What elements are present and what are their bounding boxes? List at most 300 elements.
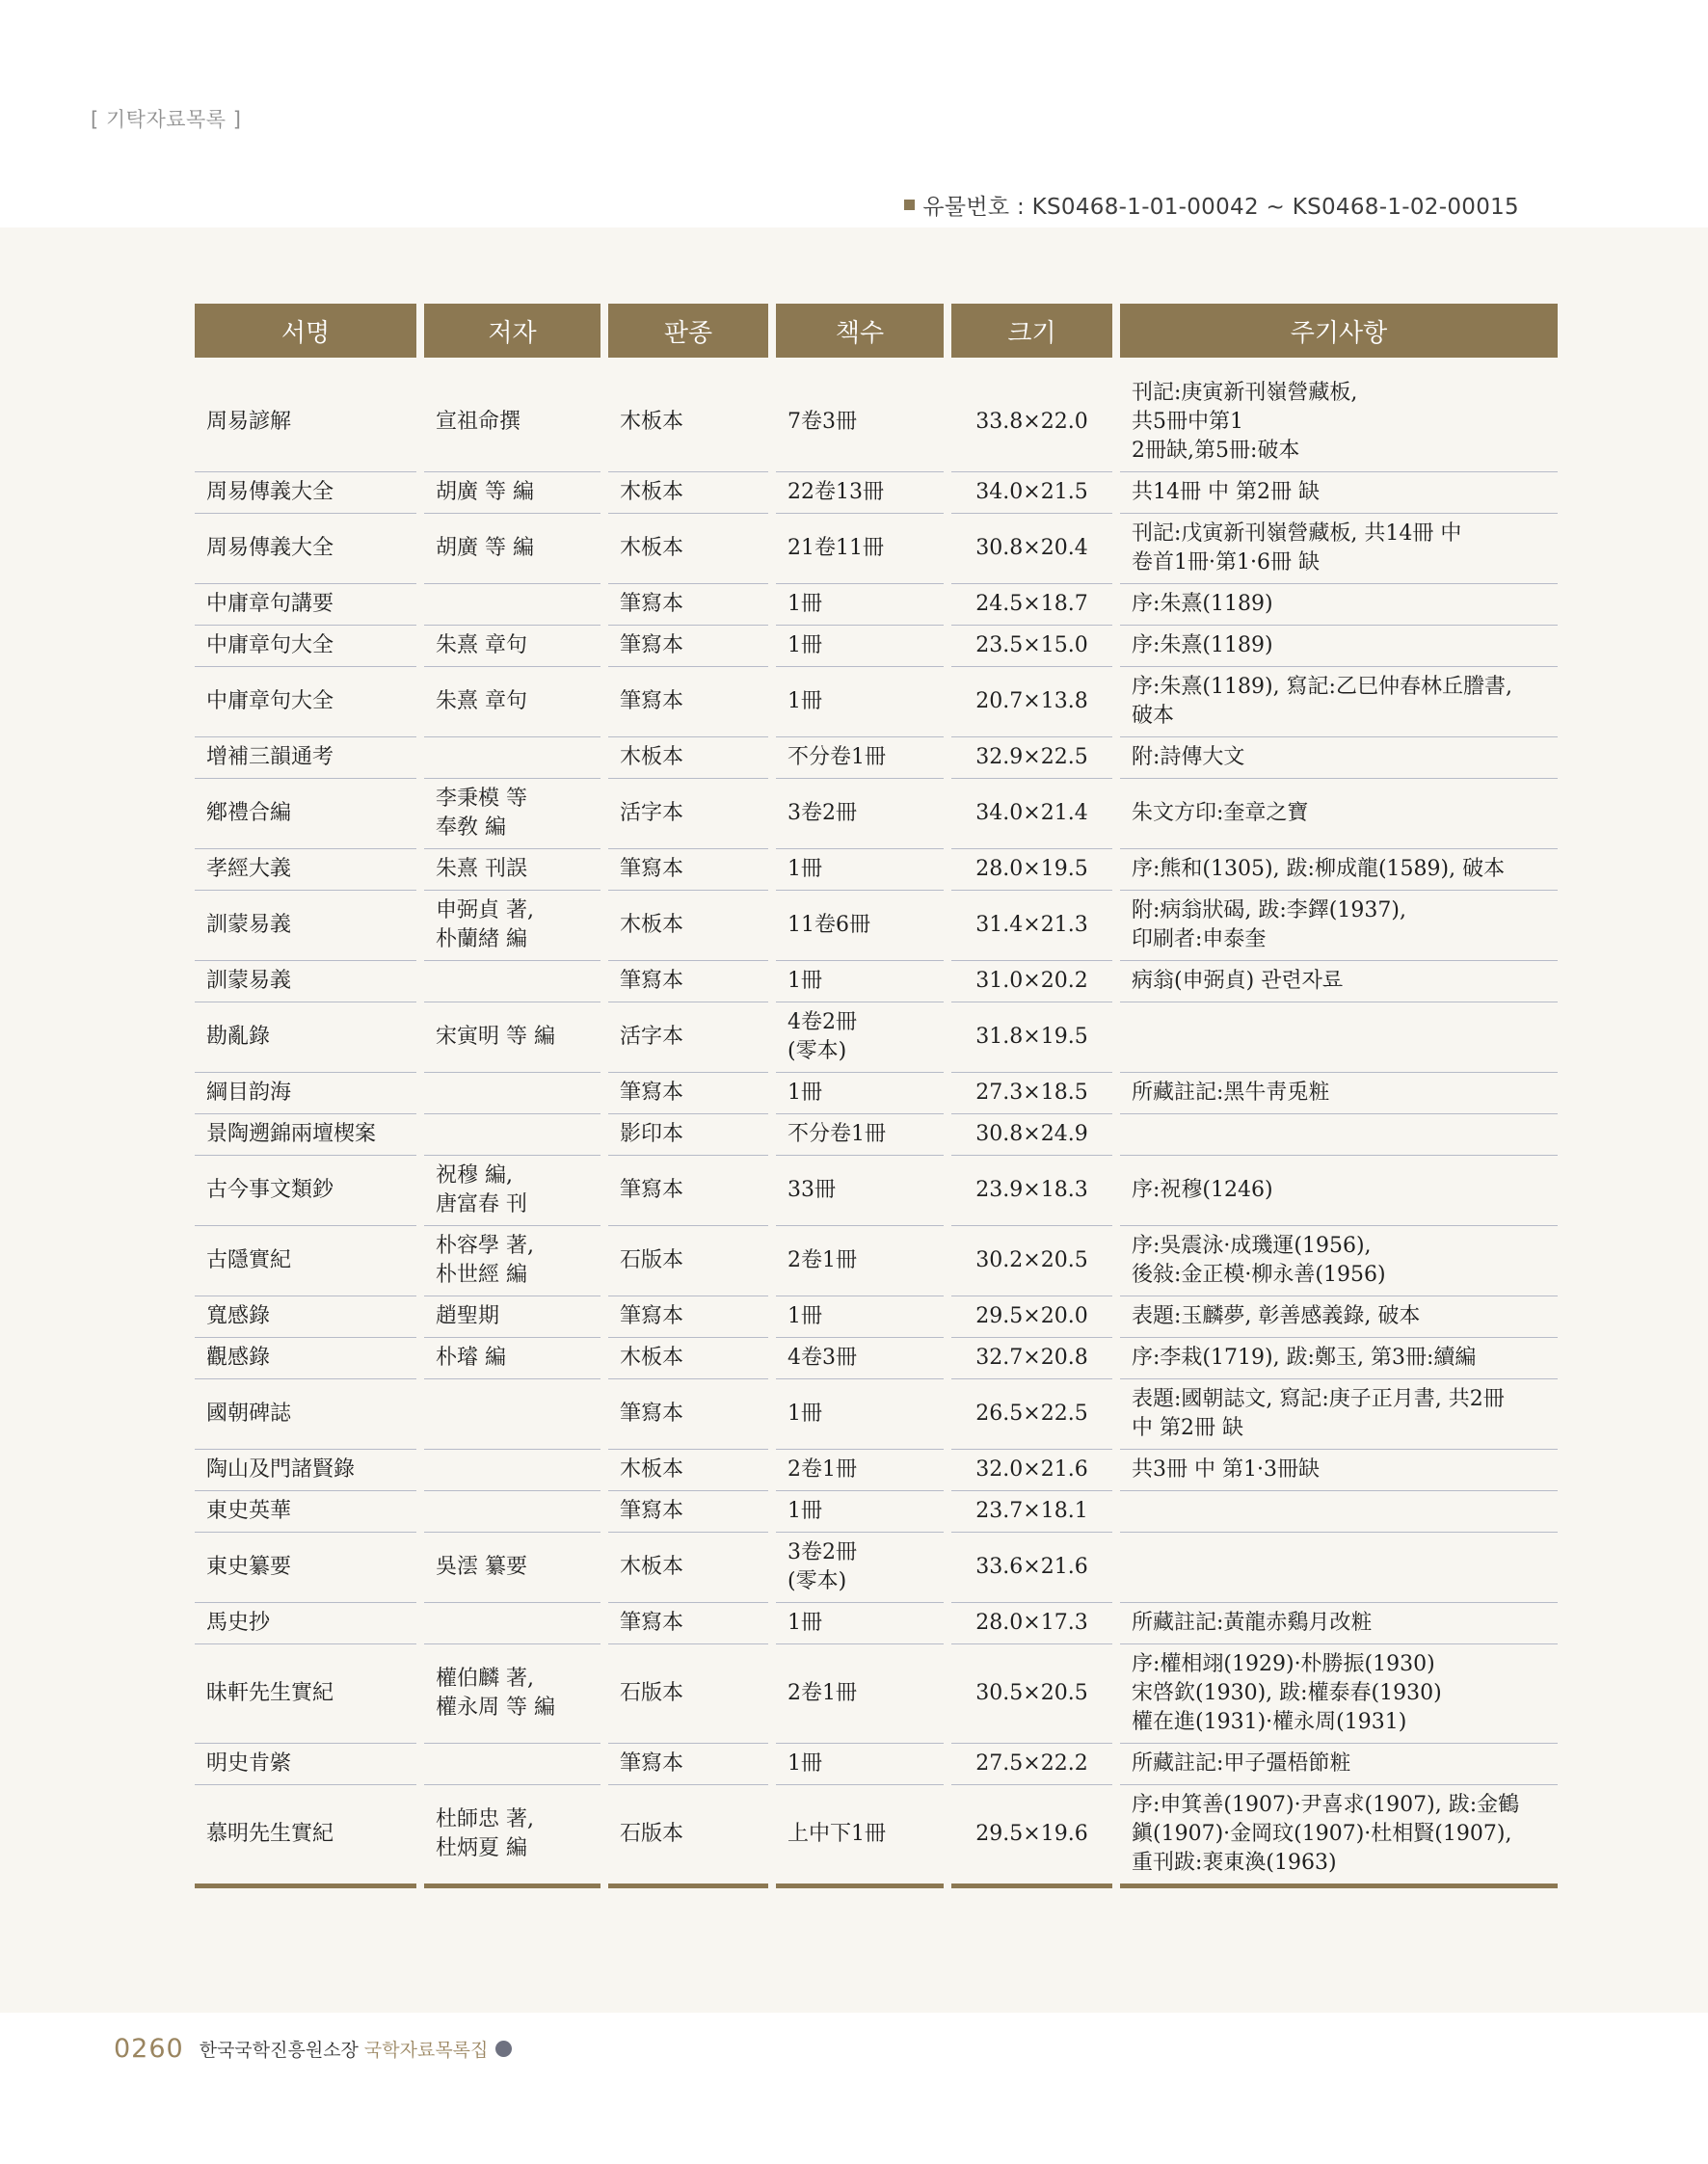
edition-text: 筆寫本 bbox=[620, 689, 684, 713]
cell-title bbox=[195, 1644, 416, 1744]
cell-edition bbox=[608, 1338, 768, 1379]
cell-notes bbox=[1120, 849, 1558, 891]
cell-edition bbox=[608, 1785, 768, 1888]
cell-title bbox=[195, 584, 416, 626]
notes-line: 所藏註記:黃龍赤鷄月改粧 bbox=[1132, 1611, 1373, 1635]
cell-edition bbox=[608, 1491, 768, 1533]
size-text: 32.7×20.8 bbox=[975, 1346, 1088, 1370]
footer-dot-icon bbox=[495, 2041, 512, 2057]
table-row bbox=[195, 1744, 1558, 1785]
size-text: 33.6×21.6 bbox=[975, 1555, 1088, 1579]
cell-notes bbox=[1120, 1533, 1558, 1603]
cell-notes bbox=[1120, 1296, 1558, 1338]
title-text: 觀感錄 bbox=[206, 1346, 271, 1370]
cell-author bbox=[424, 626, 600, 667]
author-line: 朱熹 章句 bbox=[436, 689, 527, 713]
author-line: 祝穆 編, bbox=[436, 1163, 513, 1188]
table-row bbox=[195, 849, 1558, 891]
cell-size bbox=[951, 373, 1112, 472]
cell-size bbox=[951, 1379, 1112, 1450]
author-line: 朴蘭緖 編 bbox=[436, 927, 527, 951]
cell-volumes bbox=[776, 1226, 944, 1296]
edition-text: 石版本 bbox=[620, 1822, 684, 1846]
cell-size bbox=[951, 1744, 1112, 1785]
author-line: 宣祖命撰 bbox=[436, 410, 521, 434]
notes-line: 共5冊中第1 bbox=[1132, 410, 1243, 434]
cell-notes bbox=[1120, 667, 1558, 737]
cell-edition bbox=[608, 779, 768, 849]
edition-text: 石版本 bbox=[620, 1681, 684, 1705]
author-line: 權伯麟 著, bbox=[436, 1667, 534, 1691]
cell-author bbox=[424, 1156, 600, 1226]
table-row bbox=[195, 514, 1558, 584]
notes-line: 所藏註記:黑牛靑兎粧 bbox=[1132, 1081, 1330, 1105]
notes-line: 重刊跋:裵東渙(1963) bbox=[1132, 1851, 1337, 1875]
cell-edition bbox=[608, 1002, 768, 1073]
cell-volumes bbox=[776, 891, 944, 961]
cell-author bbox=[424, 1785, 600, 1888]
edition-text: 木板本 bbox=[620, 410, 684, 434]
table-row bbox=[195, 1226, 1558, 1296]
publisher-name: 한국국학진흥원소장 bbox=[199, 2040, 359, 2061]
edition-text: 木板本 bbox=[620, 1555, 684, 1579]
title-text: 東史英華 bbox=[206, 1499, 292, 1523]
author-line: 趙聖期 bbox=[436, 1304, 500, 1328]
cell-edition bbox=[608, 1744, 768, 1785]
edition-text: 石版本 bbox=[620, 1248, 684, 1272]
cell-author bbox=[424, 1644, 600, 1744]
title-text: 綱目韵海 bbox=[206, 1081, 292, 1105]
notes-line: 序:吳震泳·成璣運(1956), bbox=[1132, 1234, 1372, 1258]
edition-text: 活字本 bbox=[620, 1025, 684, 1049]
volumes-line: 2卷1冊 bbox=[787, 1248, 857, 1272]
column-header-notes: 주기사항 bbox=[1120, 304, 1558, 373]
cell-author bbox=[424, 1296, 600, 1338]
cell-author bbox=[424, 584, 600, 626]
cell-author bbox=[424, 373, 600, 472]
size-text: 32.9×22.5 bbox=[975, 745, 1088, 769]
cell-volumes bbox=[776, 514, 944, 584]
title-text: 古今事文類鈔 bbox=[206, 1178, 334, 1202]
notes-line: 共3冊 中 第1·3冊缺 bbox=[1132, 1457, 1320, 1482]
table-row bbox=[195, 1338, 1558, 1379]
table-row bbox=[195, 373, 1558, 472]
edition-text: 筆寫本 bbox=[620, 1402, 684, 1426]
notes-line: 序:祝穆(1246) bbox=[1132, 1178, 1273, 1202]
cell-author bbox=[424, 1533, 600, 1603]
cell-notes bbox=[1120, 514, 1558, 584]
cell-edition bbox=[608, 1450, 768, 1491]
cell-author bbox=[424, 961, 600, 1002]
title-text: 古隱實紀 bbox=[206, 1248, 292, 1272]
cell-title bbox=[195, 626, 416, 667]
edition-text: 筆寫本 bbox=[620, 1751, 684, 1776]
cell-notes bbox=[1120, 626, 1558, 667]
cell-edition bbox=[608, 1073, 768, 1114]
cell-size bbox=[951, 1226, 1112, 1296]
table-row bbox=[195, 961, 1558, 1002]
size-text: 30.8×24.9 bbox=[975, 1122, 1088, 1146]
edition-text: 木板本 bbox=[620, 1457, 684, 1482]
cell-author bbox=[424, 1603, 600, 1644]
table-row bbox=[195, 1785, 1558, 1888]
cell-edition bbox=[608, 472, 768, 514]
table-row bbox=[195, 667, 1558, 737]
volumes-line: 2卷1冊 bbox=[787, 1681, 857, 1705]
cell-edition bbox=[608, 1226, 768, 1296]
size-text: 32.0×21.6 bbox=[975, 1457, 1088, 1482]
size-text: 23.7×18.1 bbox=[975, 1499, 1088, 1523]
cell-edition bbox=[608, 584, 768, 626]
size-text: 34.0×21.4 bbox=[975, 801, 1088, 825]
table-row bbox=[195, 1379, 1558, 1450]
cell-edition bbox=[608, 373, 768, 472]
table-row bbox=[195, 584, 1558, 626]
cell-volumes bbox=[776, 1379, 944, 1450]
cell-title bbox=[195, 1603, 416, 1644]
notes-line: 刊記:庚寅新刊嶺營藏板, bbox=[1132, 381, 1358, 405]
author-line: 權永周 等 編 bbox=[436, 1696, 555, 1720]
table-row bbox=[195, 1533, 1558, 1603]
cell-title bbox=[195, 514, 416, 584]
volumes-line: 1冊 bbox=[787, 1304, 822, 1328]
cell-author bbox=[424, 1491, 600, 1533]
section-label: [ 기탁자료목록 ] bbox=[91, 108, 242, 131]
cell-author bbox=[424, 1002, 600, 1073]
cell-author bbox=[424, 1114, 600, 1156]
cell-title bbox=[195, 1450, 416, 1491]
size-text: 27.5×22.2 bbox=[975, 1751, 1088, 1776]
notes-line: 後敍:金正模·柳永善(1956) bbox=[1132, 1263, 1386, 1287]
cell-edition bbox=[608, 667, 768, 737]
cell-author bbox=[424, 1338, 600, 1379]
cell-size bbox=[951, 1156, 1112, 1226]
notes-line: 序:朱熹(1189) bbox=[1132, 633, 1273, 657]
table-row bbox=[195, 891, 1558, 961]
cell-volumes bbox=[776, 667, 944, 737]
cell-author bbox=[424, 1450, 600, 1491]
cell-edition bbox=[608, 891, 768, 961]
cell-title bbox=[195, 1073, 416, 1114]
size-text: 28.0×17.3 bbox=[975, 1611, 1088, 1635]
cell-volumes bbox=[776, 1603, 944, 1644]
notes-line: 鎭(1907)·金岡玟(1907)·杜相賢(1907), bbox=[1132, 1822, 1512, 1846]
edition-text: 筆寫本 bbox=[620, 1611, 684, 1635]
notes-line: 所藏註記:甲子彊梧節粧 bbox=[1132, 1751, 1351, 1776]
size-text: 20.7×13.8 bbox=[975, 689, 1088, 713]
cell-size bbox=[951, 1073, 1112, 1114]
cell-volumes bbox=[776, 1002, 944, 1073]
notes-line: 權在進(1931)·權永周(1931) bbox=[1132, 1710, 1407, 1734]
cell-author bbox=[424, 1226, 600, 1296]
edition-text: 筆寫本 bbox=[620, 1081, 684, 1105]
author-line: 杜師忠 著, bbox=[436, 1807, 534, 1831]
cell-notes bbox=[1120, 737, 1558, 779]
author-line: 杜炳夏 編 bbox=[436, 1836, 527, 1860]
volumes-line: 1冊 bbox=[787, 1402, 822, 1426]
notes-line: 2冊缺,第5冊:破本 bbox=[1132, 439, 1300, 463]
size-text: 27.3×18.5 bbox=[975, 1081, 1088, 1105]
cell-notes bbox=[1120, 961, 1558, 1002]
size-text: 30.8×20.4 bbox=[975, 536, 1088, 560]
volumes-line: 7卷3冊 bbox=[787, 410, 857, 434]
title-text: 慕明先生實紀 bbox=[206, 1822, 334, 1846]
notes-line: 卷首1冊·第1·6冊 缺 bbox=[1132, 550, 1320, 574]
cell-size bbox=[951, 891, 1112, 961]
volumes-line: 1冊 bbox=[787, 633, 822, 657]
cell-notes bbox=[1120, 779, 1558, 849]
title-text: 國朝碑誌 bbox=[206, 1402, 292, 1426]
cell-volumes bbox=[776, 626, 944, 667]
size-text: 31.8×19.5 bbox=[975, 1025, 1088, 1049]
cell-edition bbox=[608, 1296, 768, 1338]
cell-size bbox=[951, 779, 1112, 849]
cell-size bbox=[951, 1491, 1112, 1533]
size-text: 23.5×15.0 bbox=[975, 633, 1088, 657]
title-text: 勘亂錄 bbox=[206, 1025, 271, 1049]
size-text: 34.0×21.5 bbox=[975, 480, 1088, 504]
cell-title bbox=[195, 779, 416, 849]
title-text: 中庸章句大全 bbox=[206, 689, 334, 713]
cell-edition bbox=[608, 1644, 768, 1744]
volumes-line: 1冊 bbox=[787, 1499, 822, 1523]
edition-text: 影印本 bbox=[620, 1122, 684, 1146]
author-line: 朱熹 章句 bbox=[436, 633, 527, 657]
notes-line: 序:熊和(1305), 跋:柳成龍(1589), 破本 bbox=[1132, 857, 1506, 881]
title-text: 周易諺解 bbox=[206, 410, 292, 434]
size-text: 31.0×20.2 bbox=[975, 969, 1088, 993]
volumes-line: 3卷2冊 bbox=[787, 801, 857, 825]
volumes-line: 22卷13冊 bbox=[787, 480, 884, 504]
column-header-author: 저자 bbox=[424, 304, 600, 373]
cell-title bbox=[195, 1785, 416, 1888]
table-row bbox=[195, 1296, 1558, 1338]
column-header-title: 서명 bbox=[195, 304, 416, 373]
title-text: 增補三韻通考 bbox=[206, 745, 334, 769]
size-text: 24.5×18.7 bbox=[975, 592, 1088, 616]
cell-notes bbox=[1120, 1379, 1558, 1450]
author-line: 胡廣 等 編 bbox=[436, 536, 534, 560]
cell-edition bbox=[608, 1114, 768, 1156]
table-row bbox=[195, 737, 1558, 779]
notes-line: 序:權相翊(1929)·朴勝振(1930) bbox=[1132, 1652, 1435, 1676]
cell-size bbox=[951, 849, 1112, 891]
cell-size bbox=[951, 626, 1112, 667]
notes-line: 附:詩傳大文 bbox=[1132, 745, 1245, 769]
notes-line: 中 第2冊 缺 bbox=[1132, 1416, 1243, 1440]
volumes-line: 21卷11冊 bbox=[787, 536, 884, 560]
column-header-volumes: 책수 bbox=[776, 304, 944, 373]
cell-edition bbox=[608, 961, 768, 1002]
cell-edition bbox=[608, 1156, 768, 1226]
edition-text: 筆寫本 bbox=[620, 592, 684, 616]
cell-title bbox=[195, 373, 416, 472]
cell-title bbox=[195, 737, 416, 779]
cell-size bbox=[951, 1002, 1112, 1073]
size-text: 30.5×20.5 bbox=[975, 1681, 1088, 1705]
edition-text: 筆寫本 bbox=[620, 1499, 684, 1523]
volumes-line: 4卷2冊 bbox=[787, 1010, 857, 1034]
cell-title bbox=[195, 1491, 416, 1533]
edition-text: 木板本 bbox=[620, 1346, 684, 1370]
volumes-line: 1冊 bbox=[787, 969, 822, 993]
edition-text: 筆寫本 bbox=[620, 857, 684, 881]
cell-author bbox=[424, 1379, 600, 1450]
cell-notes bbox=[1120, 373, 1558, 472]
collection-name: 국학자료목록집 bbox=[363, 2040, 489, 2061]
volumes-line: 不分卷1冊 bbox=[787, 1122, 886, 1146]
volumes-line: 1冊 bbox=[787, 857, 822, 881]
edition-text: 筆寫本 bbox=[620, 1304, 684, 1328]
cell-notes bbox=[1120, 1226, 1558, 1296]
notes-line: 朱文方印:奎章之寶 bbox=[1132, 801, 1309, 825]
cell-size bbox=[951, 1785, 1112, 1888]
title-text: 東史纂要 bbox=[206, 1555, 292, 1579]
cell-title bbox=[195, 1114, 416, 1156]
title-text: 鄕禮合編 bbox=[206, 801, 292, 825]
size-text: 23.9×18.3 bbox=[975, 1178, 1088, 1202]
edition-text: 筆寫本 bbox=[620, 1178, 684, 1202]
size-text: 29.5×19.6 bbox=[975, 1822, 1088, 1846]
title-text: 寬感錄 bbox=[206, 1304, 271, 1328]
cell-size bbox=[951, 472, 1112, 514]
table-row bbox=[195, 1603, 1558, 1644]
cell-volumes bbox=[776, 584, 944, 626]
cell-volumes bbox=[776, 472, 944, 514]
notes-line: 序:朱熹(1189) bbox=[1132, 592, 1273, 616]
title-text: 訓蒙易義 bbox=[206, 969, 292, 993]
volumes-line: 3卷2冊 bbox=[787, 1540, 857, 1564]
page-footer bbox=[114, 2034, 512, 2064]
edition-text: 活字本 bbox=[620, 801, 684, 825]
cell-author bbox=[424, 849, 600, 891]
notes-line: 刊記:戊寅新刊嶺營藏板, 共14冊 中 bbox=[1132, 521, 1462, 546]
size-text: 29.5×20.0 bbox=[975, 1304, 1088, 1328]
notes-line: 宋啓欽(1930), 跋:權泰春(1930) bbox=[1132, 1681, 1442, 1705]
cell-edition bbox=[608, 849, 768, 891]
cell-notes bbox=[1120, 472, 1558, 514]
cell-author bbox=[424, 472, 600, 514]
cell-volumes bbox=[776, 737, 944, 779]
cell-title bbox=[195, 849, 416, 891]
table-header-row bbox=[195, 304, 1558, 373]
author-line: 朱熹 刊誤 bbox=[436, 857, 527, 881]
cell-size bbox=[951, 1114, 1112, 1156]
cell-title bbox=[195, 1744, 416, 1785]
cell-volumes bbox=[776, 1073, 944, 1114]
size-text: 30.2×20.5 bbox=[975, 1248, 1088, 1272]
volumes-line: 11卷6冊 bbox=[787, 913, 870, 937]
cell-volumes bbox=[776, 373, 944, 472]
cell-notes bbox=[1120, 1450, 1558, 1491]
size-text: 26.5×22.5 bbox=[975, 1402, 1088, 1426]
title-text: 昧軒先生實紀 bbox=[206, 1681, 334, 1705]
notes-line: 表題:玉麟夢, 彰善感義錄, 破本 bbox=[1132, 1304, 1421, 1328]
cell-volumes bbox=[776, 1114, 944, 1156]
cell-size bbox=[951, 961, 1112, 1002]
title-text: 陶山及門諸賢錄 bbox=[206, 1457, 356, 1482]
cell-volumes bbox=[776, 1296, 944, 1338]
edition-text: 筆寫本 bbox=[620, 969, 684, 993]
cell-size bbox=[951, 667, 1112, 737]
title-text: 明史肯綮 bbox=[206, 1751, 292, 1776]
author-line: 朴世經 編 bbox=[436, 1263, 527, 1287]
table-row bbox=[195, 472, 1558, 514]
cell-notes bbox=[1120, 1002, 1558, 1073]
cell-volumes bbox=[776, 849, 944, 891]
notes-line: 序:朱熹(1189), 寫記:乙巳仲春林丘謄書, bbox=[1132, 675, 1512, 699]
notes-line: 破本 bbox=[1132, 704, 1175, 728]
cell-notes bbox=[1120, 584, 1558, 626]
table-body bbox=[195, 373, 1558, 1888]
cell-volumes bbox=[776, 1338, 944, 1379]
cell-notes bbox=[1120, 1114, 1558, 1156]
table-row bbox=[195, 1073, 1558, 1114]
cell-edition bbox=[608, 1603, 768, 1644]
volumes-line: 1冊 bbox=[787, 1751, 822, 1776]
page-number: 0260 bbox=[114, 2034, 184, 2064]
table-row bbox=[195, 1114, 1558, 1156]
size-text: 33.8×22.0 bbox=[975, 410, 1088, 434]
cell-title bbox=[195, 1338, 416, 1379]
cell-title bbox=[195, 1226, 416, 1296]
cell-title bbox=[195, 1002, 416, 1073]
title-text: 中庸章句講要 bbox=[206, 592, 334, 616]
volumes-line: 上中下1冊 bbox=[787, 1822, 886, 1846]
item-number-text: 유물번호 : KS0468-1-01-00042 ~ KS0468-1-02-00015 bbox=[922, 195, 1519, 220]
table-row bbox=[195, 779, 1558, 849]
title-text: 景陶遡錦兩壇楔案 bbox=[206, 1122, 377, 1146]
table-row bbox=[195, 1450, 1558, 1491]
cell-title bbox=[195, 1156, 416, 1226]
table-row bbox=[195, 626, 1558, 667]
cell-title bbox=[195, 1296, 416, 1338]
author-line: 朴容學 著, bbox=[436, 1234, 534, 1258]
cell-volumes bbox=[776, 1491, 944, 1533]
cell-title bbox=[195, 891, 416, 961]
cell-author bbox=[424, 891, 600, 961]
item-number-range bbox=[904, 189, 1519, 221]
cell-size bbox=[951, 737, 1112, 779]
volumes-line: 33冊 bbox=[787, 1178, 836, 1202]
author-line: 奉敎 編 bbox=[436, 815, 506, 840]
cell-volumes bbox=[776, 1533, 944, 1603]
author-line: 李秉模 等 bbox=[436, 787, 527, 811]
size-text: 31.4×21.3 bbox=[975, 913, 1088, 937]
notes-line: 附:病翁狀碣, 跋:李鐸(1937), bbox=[1132, 898, 1406, 922]
table-row bbox=[195, 1002, 1558, 1073]
edition-text: 木板本 bbox=[620, 745, 684, 769]
author-line: 吳澐 纂要 bbox=[436, 1555, 527, 1579]
edition-text: 筆寫本 bbox=[620, 633, 684, 657]
notes-line: 病翁(申弼貞) 관련자료 bbox=[1132, 969, 1344, 993]
column-header-edition: 판종 bbox=[608, 304, 768, 373]
cell-size bbox=[951, 1533, 1112, 1603]
cell-edition bbox=[608, 626, 768, 667]
cell-notes bbox=[1120, 1491, 1558, 1533]
cell-size bbox=[951, 1296, 1112, 1338]
volumes-line: 1冊 bbox=[787, 1611, 822, 1635]
cell-edition bbox=[608, 737, 768, 779]
size-text: 28.0×19.5 bbox=[975, 857, 1088, 881]
cell-volumes bbox=[776, 1644, 944, 1744]
cell-size bbox=[951, 1603, 1112, 1644]
table-row bbox=[195, 1644, 1558, 1744]
table-row bbox=[195, 1156, 1558, 1226]
notes-line: 序:申箕善(1907)·尹喜求(1907), 跋:金鶴 bbox=[1132, 1793, 1520, 1817]
cell-title bbox=[195, 472, 416, 514]
volumes-line: 2卷1冊 bbox=[787, 1457, 857, 1482]
